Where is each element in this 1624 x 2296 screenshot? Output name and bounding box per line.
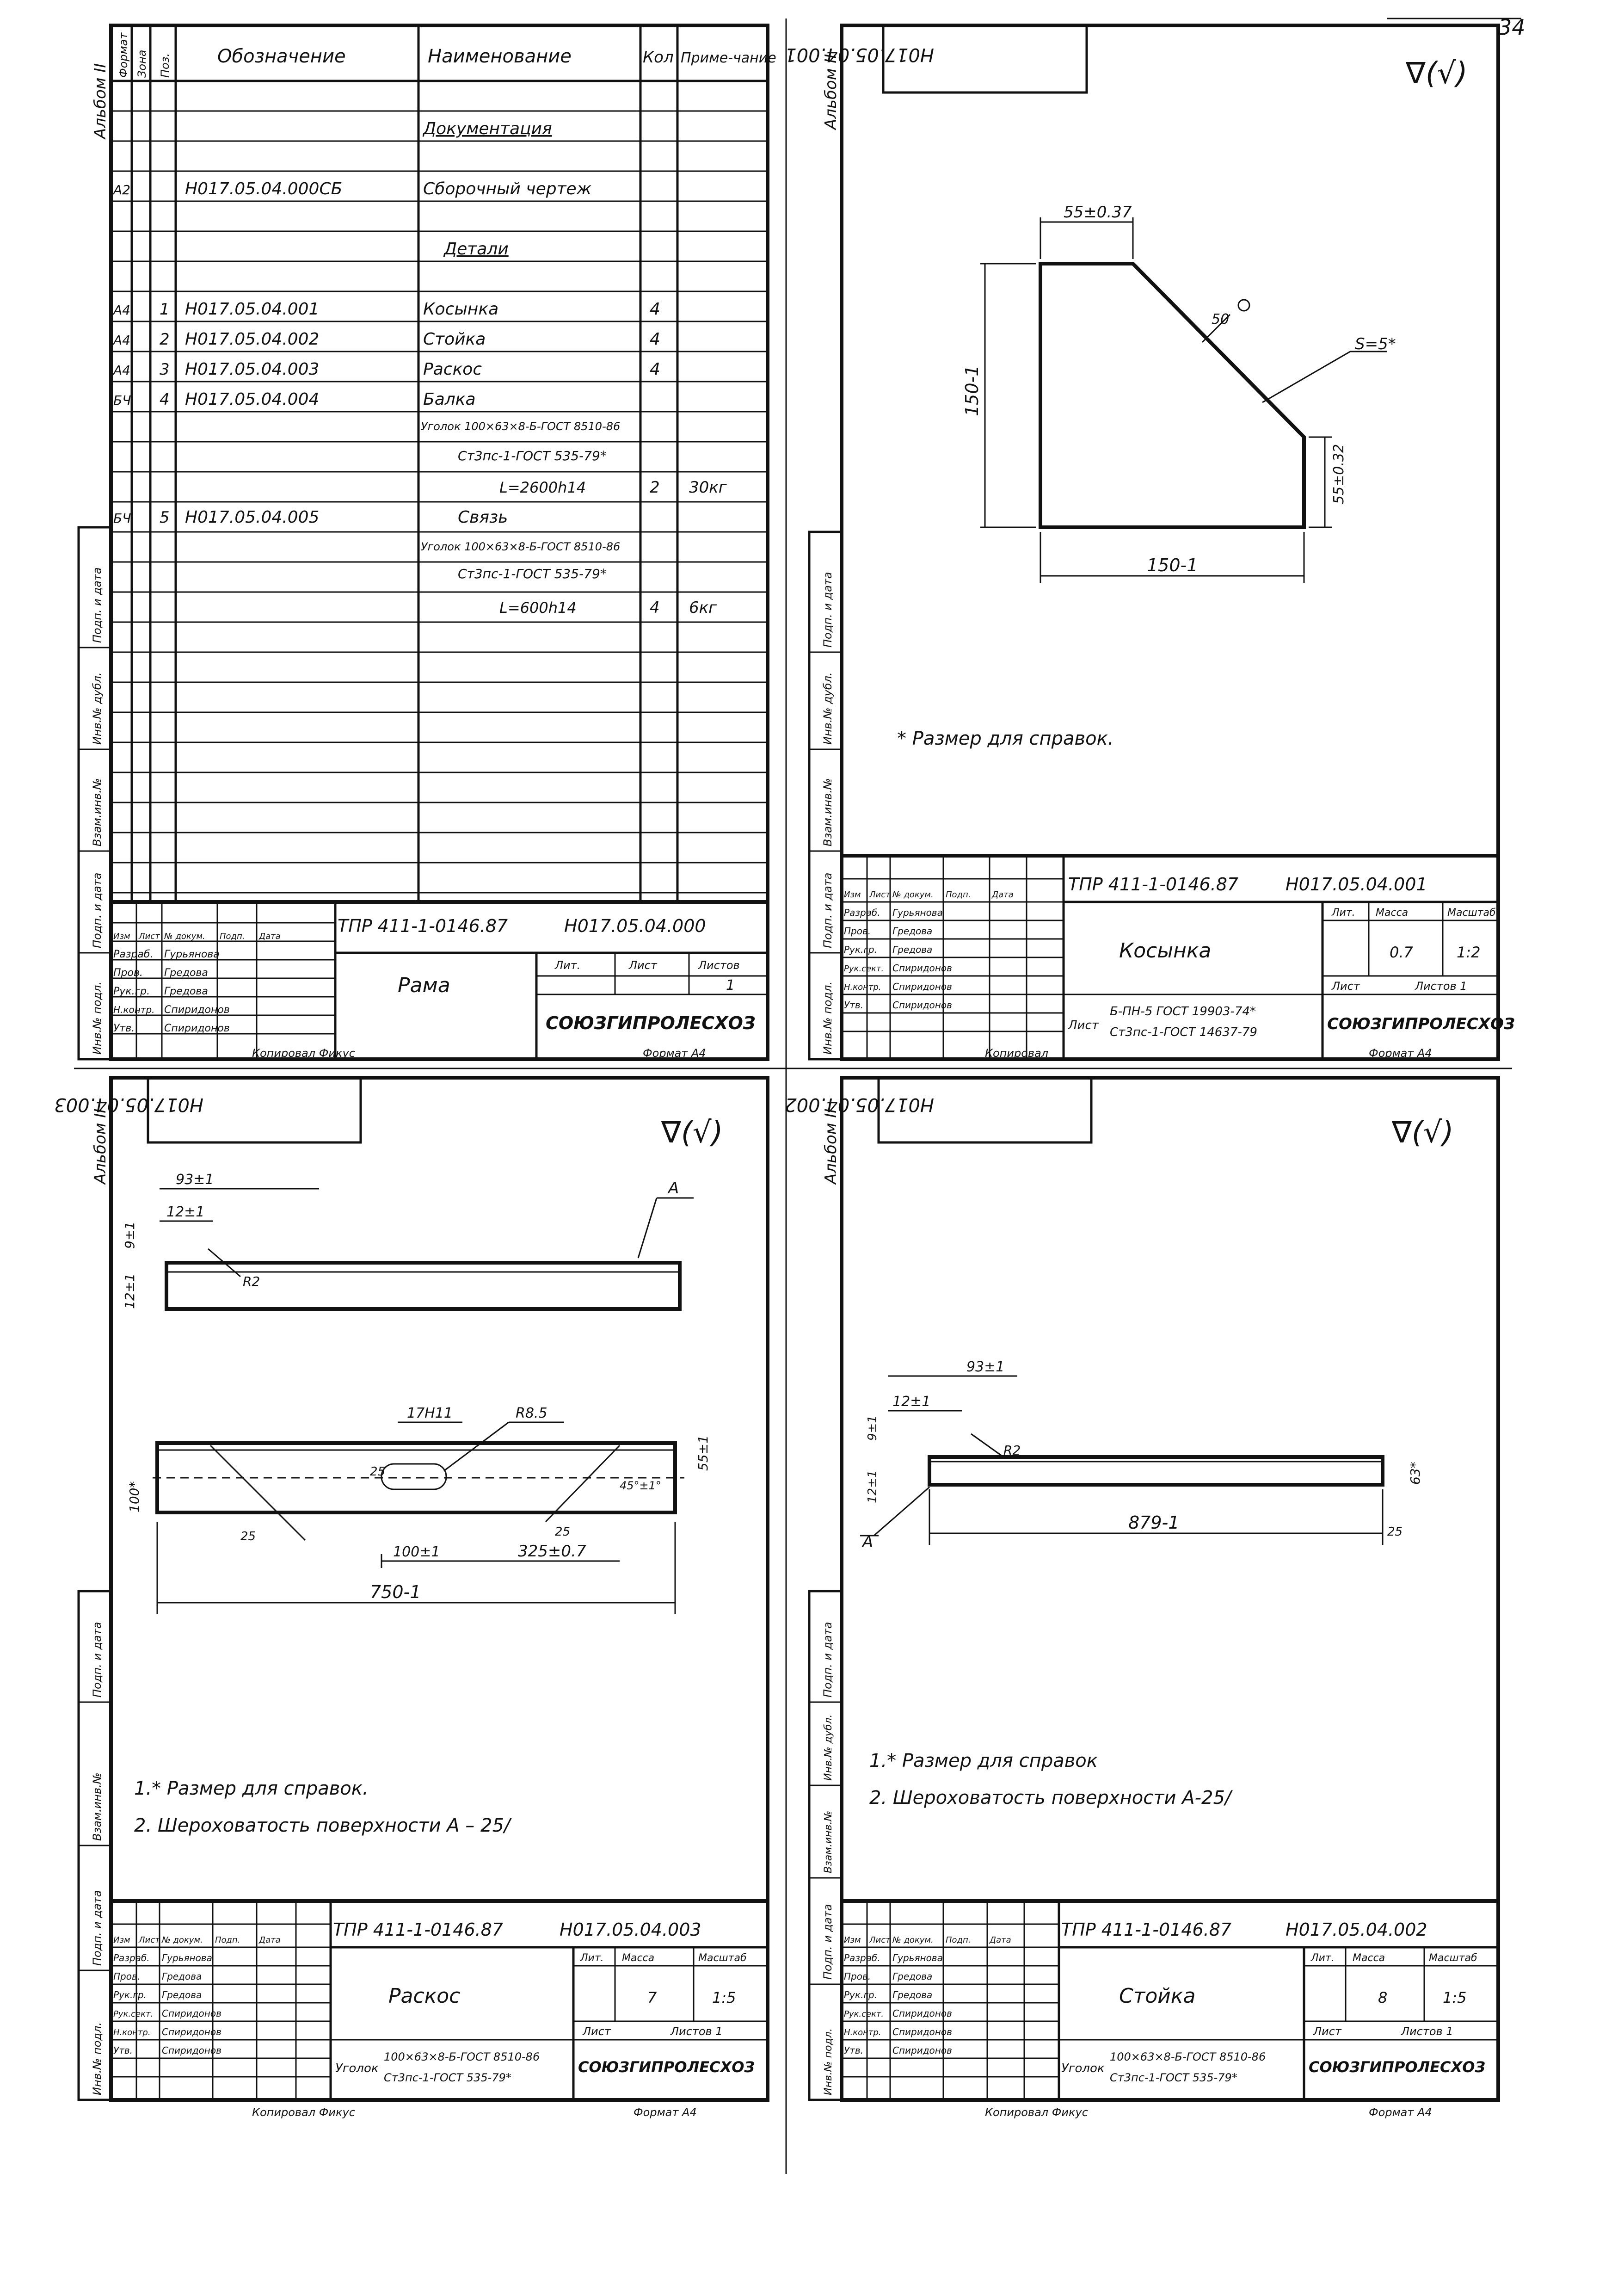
svg-text:25: 25 <box>240 1530 256 1543</box>
spec-row-designation: Н017.05.04.002 <box>185 330 320 349</box>
svg-text:Разраб.: Разраб. <box>113 1952 150 1963</box>
svg-text:12±1: 12±1 <box>866 1470 880 1503</box>
svg-text:Масштаб: Масштаб <box>1447 907 1496 919</box>
spec-col-zone: Зона <box>135 49 148 78</box>
stoyka-title: Стойка <box>1119 1984 1196 2008</box>
svg-text:Пров.: Пров. <box>113 1971 141 1982</box>
svg-text:Подп. и дата: Подп. и дата <box>821 872 834 948</box>
svg-text:Спиридонов: Спиридонов <box>892 981 952 992</box>
svg-text:Подп. и дата: Подп. и дата <box>821 1622 834 1697</box>
rama-title: Рама <box>398 974 450 997</box>
svg-text:№ докум.: № докум. <box>162 1935 203 1945</box>
spec-row-format: А4 <box>113 333 130 348</box>
svg-text:Подп. и дата: Подп. и дата <box>821 572 834 648</box>
stoyka-note-1: 1.* Размер для справок <box>869 1750 1098 1771</box>
svg-text:Взам.инв.№: Взам.инв.№ <box>91 778 104 846</box>
spec-row-format: А4 <box>113 363 130 378</box>
svg-text:Листов 1: Листов 1 <box>1401 2025 1453 2038</box>
raskos-doc-code: ТПР 411-1-0146.87 <box>333 1920 504 1940</box>
svg-text:Пров.: Пров. <box>844 1971 871 1982</box>
sheet-raskos <box>54 1078 768 2119</box>
svg-text:Изм: Изм <box>844 1935 861 1945</box>
svg-text:№ докум.: № докум. <box>164 932 205 941</box>
svg-text:93±1: 93±1 <box>966 1359 1005 1375</box>
svg-text:R8.5: R8.5 <box>516 1405 547 1421</box>
svg-text:Разраб.: Разраб. <box>844 1952 880 1963</box>
svg-text:Подп. и дата: Подп. и дата <box>91 1622 104 1697</box>
raskos-scale: 1:5 <box>712 1989 736 2006</box>
svg-text:Рук.сект.: Рук.сект. <box>113 2009 154 2019</box>
svg-text:Пров.: Пров. <box>844 926 871 937</box>
raskos-note-1: 1.* Размер для справок. <box>134 1778 369 1799</box>
spec-row-material: Уголок 100×63×8-Б-ГОСТ 8510-86 <box>421 420 621 433</box>
svg-text:Лит.: Лит. <box>1332 907 1355 919</box>
svg-text:Подп. и дата: Подп. и дата <box>91 872 104 948</box>
raskos-title: Раскос <box>388 1984 461 2008</box>
svg-text:Инв.№ дубл.: Инв.№ дубл. <box>91 672 104 745</box>
spec-row-length: L=600h14 <box>499 599 577 617</box>
kosynka-dim-right: 55±0.32 <box>1331 444 1347 504</box>
svg-text:93±1: 93±1 <box>176 1172 214 1188</box>
svg-text:Утв.: Утв. <box>844 1000 863 1011</box>
svg-text:Масштаб: Масштаб <box>698 1952 747 1964</box>
svg-text:R2: R2 <box>243 1274 260 1289</box>
svg-text:Подп. и дата: Подп. и дата <box>91 1890 104 1966</box>
svg-text:R2: R2 <box>1003 1443 1021 1458</box>
stoyka-doc-code: ТПР 411-1-0146.87 <box>1061 1920 1232 1940</box>
svg-text:Разраб.: Разраб. <box>844 907 880 918</box>
svg-text:Утв.: Утв. <box>113 2045 133 2056</box>
svg-text:Изм: Изм <box>844 890 861 900</box>
spec-row-pos: 3 <box>160 360 170 379</box>
stoyka-title-block <box>842 1901 1498 2119</box>
kosynka-frame <box>842 25 1498 1059</box>
sheet-kosynka <box>785 25 1515 1060</box>
raskos-org: СОЮЗГИПРОЛЕСХОЗ <box>578 2058 755 2076</box>
kosynka-side-labels <box>809 532 842 1059</box>
svg-text:12±1: 12±1 <box>892 1394 931 1410</box>
svg-text:45°±1°: 45°±1° <box>620 1479 661 1492</box>
spec-row-designation: Н017.05.04.000СБ <box>185 179 343 198</box>
spec-col-qty: Кол <box>643 48 674 67</box>
svg-text:Подп.: Подп. <box>215 1935 240 1945</box>
svg-text:Альбом II: Альбом II <box>822 54 840 130</box>
spec-row-material: Ст3пс-1-ГОСТ 535-79* <box>458 448 607 463</box>
spec-col-name: Наименование <box>428 46 572 67</box>
stoyka-scale: 1:5 <box>1443 1989 1467 2006</box>
svg-text:Подп.: Подп. <box>946 1935 971 1945</box>
svg-text:Копировал Фикус: Копировал Фикус <box>252 2106 355 2119</box>
kosynka-thickness: S=5* <box>1355 335 1396 353</box>
spec-row-designation: Н017.05.04.004 <box>185 390 320 409</box>
stoyka-mass: 8 <box>1378 1989 1388 2006</box>
stoyka-note-2: 2. Шероховатость поверхности А-25/ <box>869 1787 1231 1808</box>
svg-text:Спиридонов: Спиридонов <box>892 963 952 974</box>
svg-text:Формат А4: Формат А4 <box>643 1047 706 1060</box>
svg-text:Альбом II: Альбом II <box>822 1108 840 1184</box>
spec-row-length: L=2600h14 <box>499 479 586 496</box>
svg-text:Взам.инв.№: Взам.инв.№ <box>821 778 834 846</box>
spec-row-pos: 5 <box>160 508 170 527</box>
svg-text:Пров.: Пров. <box>113 967 143 979</box>
svg-text:Масштаб: Масштаб <box>1429 1952 1477 1964</box>
svg-text:Лист: Лист <box>1068 1018 1099 1032</box>
raskos-designation: Н017.05.04.003 <box>560 1920 701 1940</box>
svg-text:Подп. и дата: Подп. и дата <box>91 567 104 643</box>
svg-text:Инв.№ подл.: Инв.№ подл. <box>91 981 104 1055</box>
svg-text:Дата: Дата <box>259 932 281 941</box>
svg-text:Спиридонов: Спиридонов <box>892 2045 952 2056</box>
spec-row-format: А4 <box>113 302 130 318</box>
svg-text:Лит.: Лит. <box>1311 1952 1335 1964</box>
svg-text:Спиридонов: Спиридонов <box>162 2045 221 2056</box>
svg-text:Н.контр.: Н.контр. <box>113 2028 151 2037</box>
svg-text:A: A <box>862 1533 874 1551</box>
svg-text:Изм: Изм <box>113 932 130 941</box>
svg-text:Спиридонов: Спиридонов <box>892 2008 952 2019</box>
svg-text:25: 25 <box>1387 1525 1403 1539</box>
rama-side-labels <box>79 527 111 1059</box>
svg-text:9±1: 9±1 <box>866 1415 880 1441</box>
spec-row-name: Раскос <box>423 360 482 379</box>
svg-text:100*: 100* <box>127 1481 142 1512</box>
svg-text:12±1: 12±1 <box>166 1204 205 1220</box>
spec-row-pos: 1 <box>160 300 170 319</box>
spec-row-designation: Н017.05.04.005 <box>185 508 320 527</box>
raskos-slot <box>381 1464 446 1489</box>
stoyka-stamp-code: Н017.05.04.002 <box>785 1094 934 1115</box>
rama-title-block <box>111 902 768 1060</box>
spec-row-format: БЧ <box>113 393 131 408</box>
svg-text:750-1: 750-1 <box>370 1582 421 1602</box>
svg-text:Альбом II: Альбом II <box>91 1108 110 1184</box>
spec-section-documentation: Документация <box>423 119 552 138</box>
svg-text:Копировал Фикус: Копировал Фикус <box>985 2106 1088 2119</box>
svg-text:Утв.: Утв. <box>844 2045 863 2056</box>
svg-text:Спиридонов: Спиридонов <box>162 2026 221 2037</box>
kosynka-scale: 1:2 <box>1457 944 1481 961</box>
svg-text:Н.контр.: Н.контр. <box>113 1004 155 1015</box>
svg-text:Лист: Лист <box>583 2025 611 2038</box>
svg-text:Н.контр.: Н.контр. <box>844 982 881 992</box>
chamfer-mark-icon <box>1238 300 1249 311</box>
stoyka-material-1: 100×63×8-Б-ГОСТ 8510-86 <box>1110 2050 1266 2063</box>
svg-text:Уголок: Уголок <box>1061 2061 1105 2075</box>
spec-row-qty: 4 <box>650 360 660 379</box>
kosynka-material-1: Б-ПН-5 ГОСТ 19903-74* <box>1110 1005 1256 1018</box>
spec-row-qty: 4 <box>650 599 660 617</box>
spec-row-material: Ст3пс-1-ГОСТ 535-79* <box>458 566 607 581</box>
svg-text:Гурьянова: Гурьянова <box>892 1952 943 1963</box>
svg-text:Уголок: Уголок <box>335 2061 379 2075</box>
svg-text:Листов: Листов <box>698 959 740 972</box>
svg-text:Гредова: Гредова <box>892 926 933 937</box>
sheet-stoyka <box>785 1078 1498 2119</box>
spec-row-note: 6кг <box>689 599 717 617</box>
spec-row-qty: 2 <box>650 478 660 497</box>
svg-text:Дата: Дата <box>259 1935 281 1945</box>
svg-text:Рук.гр.: Рук.гр. <box>844 944 877 955</box>
page-number: 34 <box>1498 15 1526 40</box>
raskos-side-labels <box>79 1591 111 2100</box>
spec-grid <box>111 25 768 902</box>
svg-text:Лист: Лист <box>139 932 160 941</box>
kosynka-part-outline <box>1040 264 1304 527</box>
svg-text:Рук.гр.: Рук.гр. <box>113 986 150 997</box>
svg-text:Рук.гр.: Рук.гр. <box>113 1989 147 2000</box>
spec-row-designation: Н017.05.04.001 <box>185 300 320 319</box>
svg-text:Изм: Изм <box>113 1935 130 1945</box>
stoyka-designation: Н017.05.04.002 <box>1286 1920 1427 1940</box>
svg-text:Листов 1: Листов 1 <box>671 2025 723 2038</box>
rama-designation: Н017.05.04.000 <box>564 916 706 936</box>
svg-text:Подп. и дата: Подп. и дата <box>821 1904 834 1980</box>
kosynka-dim-bottom: 150-1 <box>1147 555 1198 575</box>
svg-text:Разраб.: Разраб. <box>113 949 154 960</box>
svg-text:Лист: Лист <box>629 959 657 972</box>
kosynka-org: СОЮЗГИПРОЛЕСХОЗ <box>1327 1015 1515 1033</box>
spec-col-pos: Поз. <box>159 53 172 78</box>
kosynka-dim-height: 150-1 <box>962 365 982 416</box>
svg-text:Инв.№ дубл.: Инв.№ дубл. <box>823 1714 834 1781</box>
svg-text:Лит.: Лит. <box>555 959 581 972</box>
svg-text:Гурьянова: Гурьянова <box>162 1952 212 1963</box>
svg-text:Дата: Дата <box>990 1935 1011 1945</box>
svg-text:Гурьянова: Гурьянова <box>892 907 943 918</box>
svg-text:Лист: Лист <box>1332 980 1360 993</box>
spec-row-name: Балка <box>423 390 476 409</box>
svg-text:25: 25 <box>370 1465 386 1479</box>
svg-text:Спиридонов: Спиридонов <box>892 1000 952 1011</box>
spec-row-note: 30кг <box>689 478 727 497</box>
rama-album-label: Альбом II <box>91 63 110 139</box>
svg-text:Дата: Дата <box>992 890 1014 900</box>
svg-text:25: 25 <box>555 1525 571 1539</box>
kosynka-roughness: ∇(√) <box>1406 56 1468 91</box>
svg-text:Спиридонов: Спиридонов <box>892 2026 952 2037</box>
svg-text:Взам.инв.№: Взам.инв.№ <box>823 1810 834 1873</box>
spec-row-name: Стойка <box>423 330 486 349</box>
svg-text:Лист: Лист <box>869 890 891 900</box>
svg-text:Гредова: Гредова <box>892 1971 933 1982</box>
svg-text:Гредова: Гредова <box>162 1971 202 1982</box>
svg-text:100±1: 100±1 <box>393 1544 440 1560</box>
svg-text:Формат А4: Формат А4 <box>1369 1047 1432 1060</box>
kosynka-dim-top: 55±0.37 <box>1064 203 1132 222</box>
kosynka-title-block <box>842 856 1515 1060</box>
svg-text:Листов 1: Листов 1 <box>1415 980 1467 993</box>
svg-text:Н.контр.: Н.контр. <box>844 2028 881 2037</box>
svg-text:Инв.№ подл.: Инв.№ подл. <box>821 981 834 1055</box>
raskos-stamp-code: Н017.05.04.003 <box>54 1094 203 1115</box>
svg-text:Спиридонов: Спиридонов <box>162 2008 221 2019</box>
svg-text:Гредова: Гредова <box>164 967 208 979</box>
spec-row-designation: Н017.05.04.003 <box>185 360 320 379</box>
kosynka-doc-code: ТПР 411-1-0146.87 <box>1068 874 1239 895</box>
raskos-note-2: 2. Шероховатость поверхности А – 25/ <box>134 1815 511 1836</box>
svg-text:Взам.инв.№: Взам.инв.№ <box>91 1772 104 1841</box>
spec-row-qty: 4 <box>650 330 660 349</box>
svg-text:Копировал Фикус: Копировал Фикус <box>252 1047 355 1060</box>
svg-text:Спиридонов: Спиридонов <box>164 1023 230 1034</box>
svg-text:Рук.сект.: Рук.сект. <box>844 2009 884 2019</box>
svg-text:879-1: 879-1 <box>1128 1512 1180 1533</box>
svg-text:Масса: Масса <box>1353 1952 1385 1964</box>
kosynka-designation: Н017.05.04.001 <box>1286 874 1427 895</box>
svg-text:55±1: 55±1 <box>695 1435 711 1471</box>
spec-col-designation: Обозначение <box>217 46 346 67</box>
svg-text:Масса: Масса <box>1376 907 1409 919</box>
kosynka-stamp-code: Н017.05.04.001 <box>785 44 934 65</box>
raskos-material-1: 100×63×8-Б-ГОСТ 8510-86 <box>384 2050 540 2063</box>
rama-doc-code: ТПР 411-1-0146.87 <box>338 916 508 936</box>
svg-text:№ докум.: № докум. <box>892 1935 934 1945</box>
svg-text:A: A <box>668 1179 679 1197</box>
svg-text:Гредова: Гредова <box>164 986 208 997</box>
svg-text:12±1: 12±1 <box>122 1273 137 1309</box>
svg-text:Подп.: Подп. <box>220 932 245 941</box>
spec-row-name: Сборочный чертеж <box>423 179 592 198</box>
spec-row-format: А2 <box>113 182 130 198</box>
stoyka-roughness: ∇(√) <box>1392 1116 1454 1150</box>
raskos-title-block <box>111 1901 768 2119</box>
svg-text:325±0.7: 325±0.7 <box>518 1542 586 1561</box>
svg-text:Подп.: Подп. <box>946 890 971 900</box>
spec-row-name: Косынка <box>423 300 499 319</box>
kosynka-title: Косынка <box>1119 939 1212 963</box>
raskos-mass: 7 <box>647 1989 657 2006</box>
svg-text:9±1: 9±1 <box>122 1221 137 1249</box>
spec-section-details: Детали <box>444 240 509 259</box>
svg-text:Гредова: Гредова <box>892 1989 933 2000</box>
svg-text:Лист: Лист <box>869 1935 891 1945</box>
spec-grid-rows <box>111 111 768 893</box>
kosynka-chamfer: 50 <box>1212 311 1230 327</box>
svg-text:Формат А4: Формат А4 <box>634 2106 697 2119</box>
svg-text:1: 1 <box>726 977 735 994</box>
svg-text:17H11: 17H11 <box>407 1405 453 1421</box>
kosynka-note: * Размер для справок. <box>897 728 1114 749</box>
svg-text:Копировал: Копировал <box>985 1047 1049 1060</box>
svg-text:Инв.№ подл.: Инв.№ подл. <box>91 2022 104 2095</box>
svg-text:Формат А4: Формат А4 <box>1369 2106 1432 2119</box>
raskos-roughness: ∇(√) <box>661 1116 723 1150</box>
svg-text:63*: 63* <box>1408 1462 1423 1485</box>
svg-text:Гредова: Гредова <box>892 944 933 955</box>
raskos-material-2: Ст3пс-1-ГОСТ 535-79* <box>384 2071 511 2084</box>
svg-text:Инв.№ подл.: Инв.№ подл. <box>823 2028 834 2095</box>
svg-text:Утв.: Утв. <box>113 1023 135 1034</box>
svg-text:Лит.: Лит. <box>580 1952 604 1964</box>
spec-row-pos: 4 <box>160 390 170 409</box>
kosynka-mass: 0.7 <box>1390 944 1413 961</box>
svg-text:Рук.сект.: Рук.сект. <box>844 964 884 974</box>
svg-text:Гредова: Гредова <box>162 1989 202 2000</box>
stoyka-side-labels <box>809 1591 842 2100</box>
spec-col-note: Приме-чание <box>681 50 776 66</box>
spec-row-format: БЧ <box>113 511 131 526</box>
svg-text:Лист: Лист <box>139 1935 160 1945</box>
spec-row-qty: 4 <box>650 300 660 319</box>
svg-text:Гурьянова: Гурьянова <box>164 949 220 960</box>
rama-org: СОЮЗГИПРОЛЕСХОЗ <box>546 1013 756 1033</box>
spec-row-name: Связь <box>458 508 508 527</box>
kosynka-material-2: Ст3пс-1-ГОСТ 14637-79 <box>1110 1025 1257 1039</box>
stoyka-org: СОЮЗГИПРОЛЕСХОЗ <box>1309 2058 1486 2076</box>
svg-text:Лист: Лист <box>1313 2025 1341 2038</box>
spec-col-format: Формат <box>117 32 130 78</box>
svg-text:№ докум.: № докум. <box>892 890 934 900</box>
svg-text:Спиридонов: Спиридонов <box>164 1004 230 1016</box>
svg-text:Инв.№ дубл.: Инв.№ дубл. <box>821 672 834 745</box>
svg-text:Рук.гр.: Рук.гр. <box>844 1989 877 2000</box>
spec-row-pos: 2 <box>160 330 170 349</box>
svg-text:Масса: Масса <box>622 1952 655 1964</box>
sheet-rama-specification <box>79 25 776 1060</box>
stoyka-material-2: Ст3пс-1-ГОСТ 535-79* <box>1110 2071 1237 2084</box>
spec-row-material: Уголок 100×63×8-Б-ГОСТ 8510-86 <box>421 540 621 553</box>
